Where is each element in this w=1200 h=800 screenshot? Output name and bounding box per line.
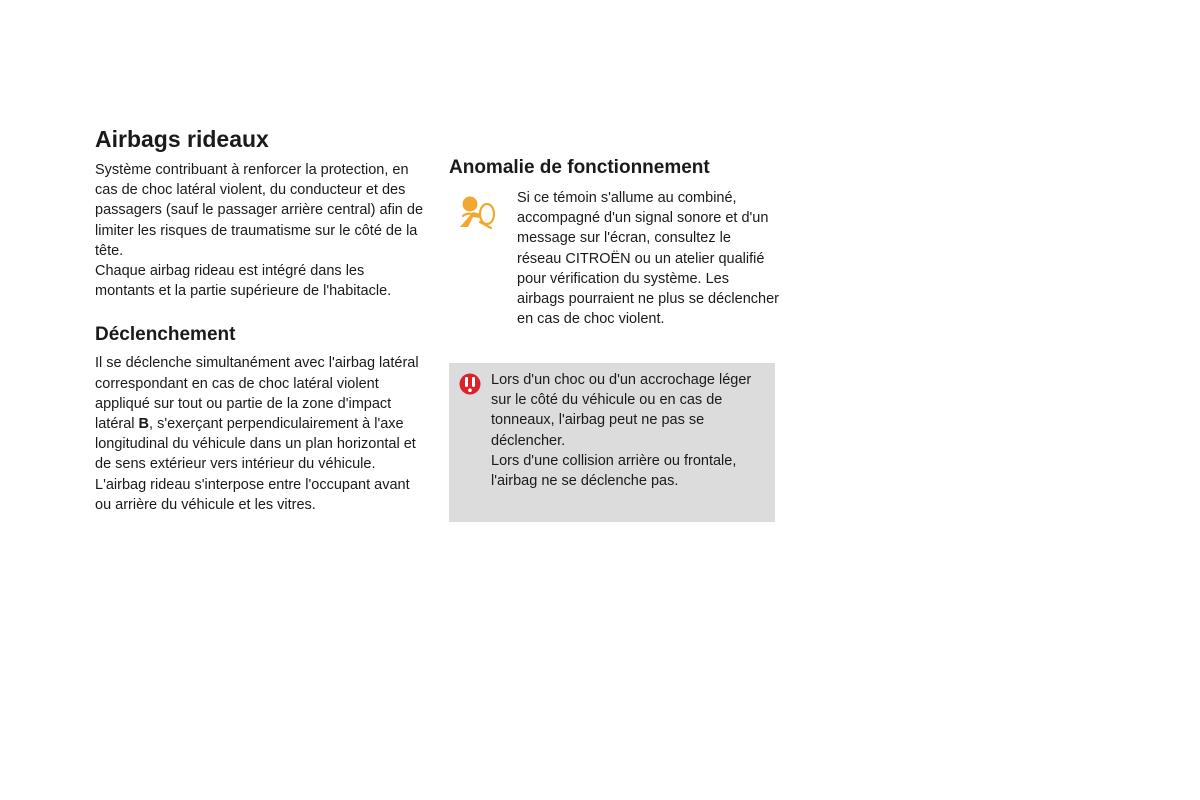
- airbag-warning-lamp-icon: [457, 194, 497, 230]
- declenchement-section: [95, 321, 425, 515]
- left-column: [95, 124, 425, 515]
- anomalie-body: [449, 188, 779, 329]
- warning-paragraph-2: Lors d'une collision arrière ou frontale, l'airbag ne se déclenche pas.: [491, 452, 737, 490]
- declenchement-paragraph-2: L'airbag rideau s'interpose entre l'occupant avant ou arrière du véhicule et les vitres.: [95, 476, 410, 513]
- page-title: Airbags rideaux: [95, 126, 269, 152]
- declenchement-paragraph-1: [95, 353, 425, 474]
- warning-text: [491, 370, 766, 491]
- exclamation-icon: [459, 373, 481, 395]
- impact-zone-letter: B: [138, 416, 150, 433]
- anomalie-text: Si ce témoin s'allume au combiné, accompagné d'un signal sonore et d'un message sur l'écran, consultez le réseau CITROËN ou un atelier qualifié pour vérification du système. Les airbags pourraient ne plus se déclencher en cas de choc violent.: [517, 190, 779, 328]
- declenchement-text-after: , s'exerçant perpendiculairement à l'axe longitudinal du véhicule dans un plan horizontal et de sens extérieur vers intérieur du véhicule.: [95, 416, 416, 473]
- warning-paragraph-1: Lors d'un choc ou d'un accrochage léger sur le côté du véhicule ou en cas de tonneaux, l'airbag peut ne pas se déclencher.: [491, 372, 752, 449]
- intro-paragraph-1: Système contribuant à renforcer la protection, en cas de choc latéral violent, du conducteur et des passagers (sauf le passager arrière central) afin de limiter les risques de traumatisme sur le côté de la tête.: [95, 162, 424, 259]
- intro-paragraph-2: Chaque airbag rideau est intégré dans les montants et la partie supérieure de l'habitacle.: [95, 263, 392, 300]
- declenchement-heading: Déclenchement: [95, 324, 236, 346]
- right-column: [449, 154, 779, 329]
- warning-box: [449, 363, 775, 522]
- declenchement-text-before: Il se déclenche simultanément avec l'airbag latéral correspondant en cas de choc latéral violent appliqué sur tout ou partie de la zone d'impact latéral: [95, 355, 419, 433]
- anomalie-heading: Anomalie de fonctionnement: [449, 157, 710, 178]
